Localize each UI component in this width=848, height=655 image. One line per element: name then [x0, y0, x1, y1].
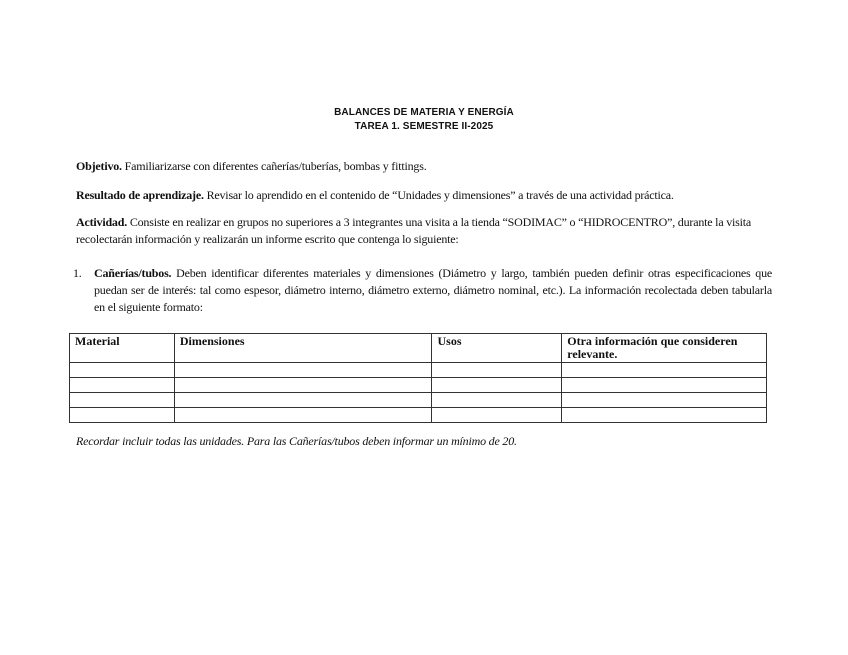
document-subtitle: TAREA 1. SEMESTRE II-2025 — [354, 121, 494, 132]
table-cell — [432, 393, 562, 408]
table-cell — [562, 408, 767, 423]
table-row — [70, 378, 767, 393]
table-cell — [432, 363, 562, 378]
actividad-label: Actividad. — [76, 215, 128, 229]
resultado-label: Resultado de aprendizaje. — [76, 188, 204, 202]
reminder-note: Recordar incluir todas las unidades. Para las Cañerías/tubos deben informar un mínimo de 20. — [76, 434, 517, 448]
table-cell — [432, 378, 562, 393]
table-cell — [432, 408, 562, 423]
objetivo-label: Objetivo. — [76, 159, 122, 173]
table-cell — [174, 408, 432, 423]
table-cell — [562, 363, 767, 378]
table-row — [70, 408, 767, 423]
table-header-dimensiones: Dimensiones — [174, 334, 432, 363]
table-cell — [174, 363, 432, 378]
table-cell — [70, 408, 175, 423]
list-item — [73, 265, 772, 316]
list-item-label: Cañerías/tubos. — [94, 266, 172, 280]
table-cell — [174, 378, 432, 393]
objetivo-paragraph — [76, 158, 772, 175]
table-cell — [70, 393, 175, 408]
table-cell — [562, 378, 767, 393]
table-cell — [70, 378, 175, 393]
table-row — [70, 363, 767, 378]
table-header-row — [70, 334, 767, 363]
list-item-text: Deben identificar diferentes materiales y dimensiones (Diámetro y largo, también pueden definir otras especificaciones que puedan ser de interés: tal como espesor, diámetro interno, diámetro externo, diámetro nominal, etc.). La información recolectada deben tabularla en el siguiente formato: — [94, 266, 772, 314]
table-header-otra-informacion: Otra información que consideren relevante. — [562, 334, 767, 363]
table-cell — [70, 363, 175, 378]
table-header-material: Material — [70, 334, 175, 363]
objetivo-text: Familiarizarse con diferentes cañerías/tuberías, bombas y fittings. — [121, 159, 427, 173]
resultado-paragraph — [76, 187, 772, 204]
table-cell — [562, 393, 767, 408]
actividad-text: Consiste en realizar en grupos no superiores a 3 integrantes una visita a la tienda “SODIMAC” o “HIDROCENTRO”, durante la visita recolectarán información y realizarán un informe escrito que contenga lo siguiente: — [76, 215, 752, 246]
table-row — [70, 393, 767, 408]
resultado-text: Revisar lo aprendido en el contenido de “Unidades y dimensiones” a través de una actividad práctica. — [203, 188, 674, 202]
format-table — [69, 333, 767, 423]
table-header-usos: Usos — [432, 334, 562, 363]
table-cell — [174, 393, 432, 408]
actividad-paragraph — [76, 214, 772, 248]
document-title: BALANCES DE MATERIA Y ENERGÍA — [334, 107, 514, 118]
list-number: 1. — [73, 266, 82, 280]
